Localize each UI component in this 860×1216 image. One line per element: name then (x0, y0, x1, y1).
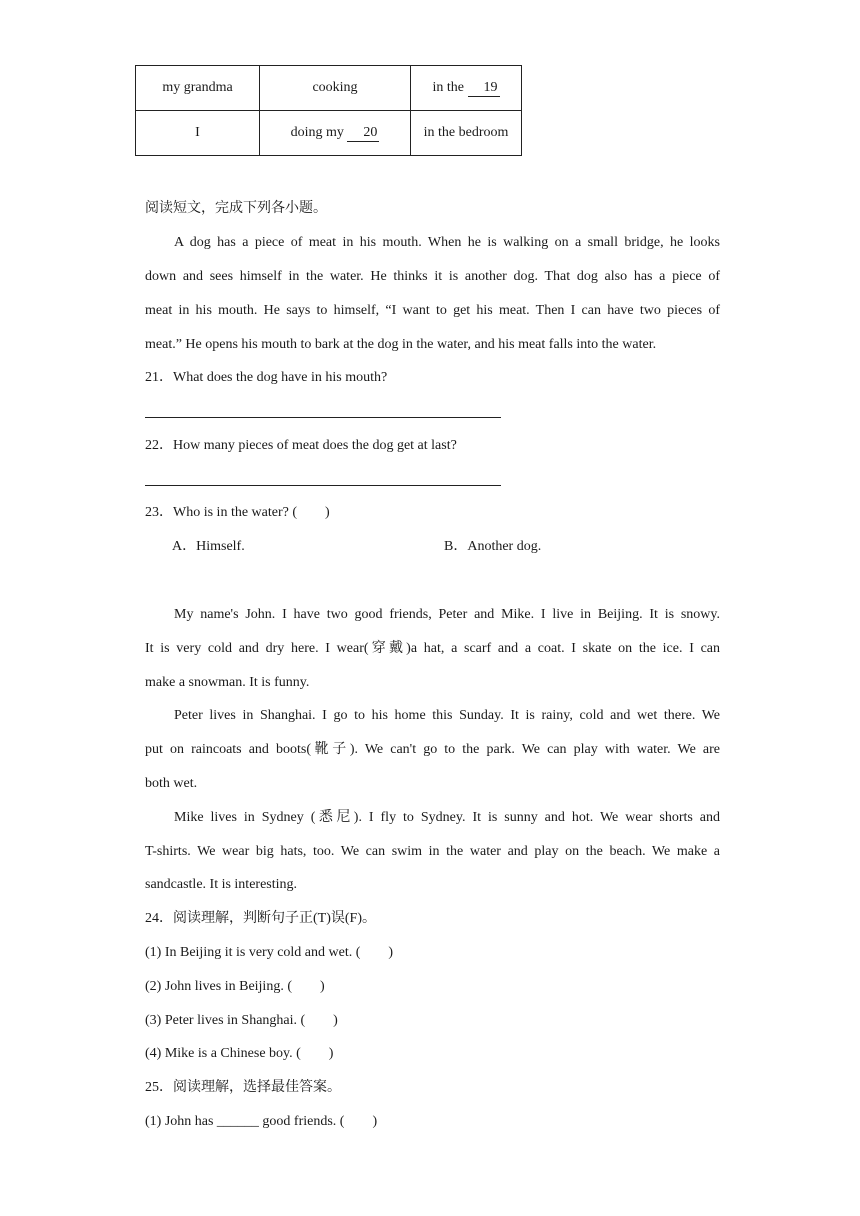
activity-table (135, 65, 522, 156)
question-24-item[interactable]: (1) In Beijing it is very cold and wet. ( ) (145, 945, 394, 960)
passage-line: sandcastle. It is interesting. (145, 877, 298, 892)
table-cell: in the 19 (411, 66, 522, 111)
passage-line: A dog has a piece of meat in his mouth. When he is walking on a small bridge, he looks (174, 235, 720, 250)
passage-line: Mike lives in Sydney (悉尼). I fly to Sydney. It is sunny and hot. We wear shorts and (174, 810, 720, 825)
section-instruction: 阅读短文，完成下列各小题。 (145, 201, 327, 216)
question-25-item[interactable]: (1) John has ______ good friends. ( ) (145, 1114, 378, 1129)
question-24: 24．阅读理解，判断句子正(T)误(F)。 (145, 911, 376, 926)
table-cell: in the bedroom (411, 111, 522, 156)
option-a[interactable]: A．Himself. (172, 539, 245, 554)
question-23: 23．Who is in the water? ( ) (145, 505, 330, 520)
passage-line: both wet. (145, 776, 198, 791)
passage-line: make a snowman. It is funny. (145, 675, 310, 690)
question-24-item[interactable]: (4) Mike is a Chinese boy. ( ) (145, 1046, 334, 1061)
passage-line: Peter lives in Shanghai. I go to his home this Sunday. It is rainy, cold and wet there. We (174, 708, 720, 723)
question-24-item[interactable]: (2) John lives in Beijing. ( ) (145, 979, 325, 994)
answer-line-22[interactable] (145, 485, 501, 486)
answer-line-21[interactable] (145, 417, 501, 418)
question-22: 22．How many pieces of meat does the dog get at last? (145, 438, 457, 453)
passage-line: T-shirts. We wear big hats, too. We can swim in the water and play on the beach. We make a (145, 844, 720, 859)
passage-line: My name's John. I have two good friends, Peter and Mike. I live in Beijing. It is snowy. (174, 607, 720, 622)
question-24-item[interactable]: (3) Peter lives in Shanghai. ( ) (145, 1013, 338, 1028)
table-cell: I (136, 111, 260, 156)
table-cell: cooking (260, 66, 411, 111)
question-21: 21．What does the dog have in his mouth? (145, 370, 388, 385)
table-cell: my grandma (136, 66, 260, 111)
passage-line: put on raincoats and boots(靴子). We can't go to the park. We can play with water. We are (145, 742, 720, 757)
passage-line: meat in his mouth. He says to himself, “I want to get his meat. Then I can have two pieces of (145, 303, 720, 318)
table-row (136, 111, 522, 156)
blank-19[interactable]: 19 (468, 80, 500, 97)
question-25: 25．阅读理解，选择最佳答案。 (145, 1080, 341, 1095)
option-b[interactable]: B．Another dog. (444, 539, 542, 554)
passage-line: meat.” He opens his mouth to bark at the dog in the water, and his meat falls into the water. (145, 337, 657, 352)
passage-line: down and sees himself in the water. He thinks it is another dog. That dog also has a piece of (145, 269, 720, 284)
blank-20[interactable]: 20 (347, 125, 379, 142)
table-row (136, 66, 522, 111)
passage-line: It is very cold and dry here. I wear(穿戴)a hat, a scarf and a coat. I skate on the ice. I can (145, 641, 720, 656)
table-cell: doing my 20 (260, 111, 411, 156)
